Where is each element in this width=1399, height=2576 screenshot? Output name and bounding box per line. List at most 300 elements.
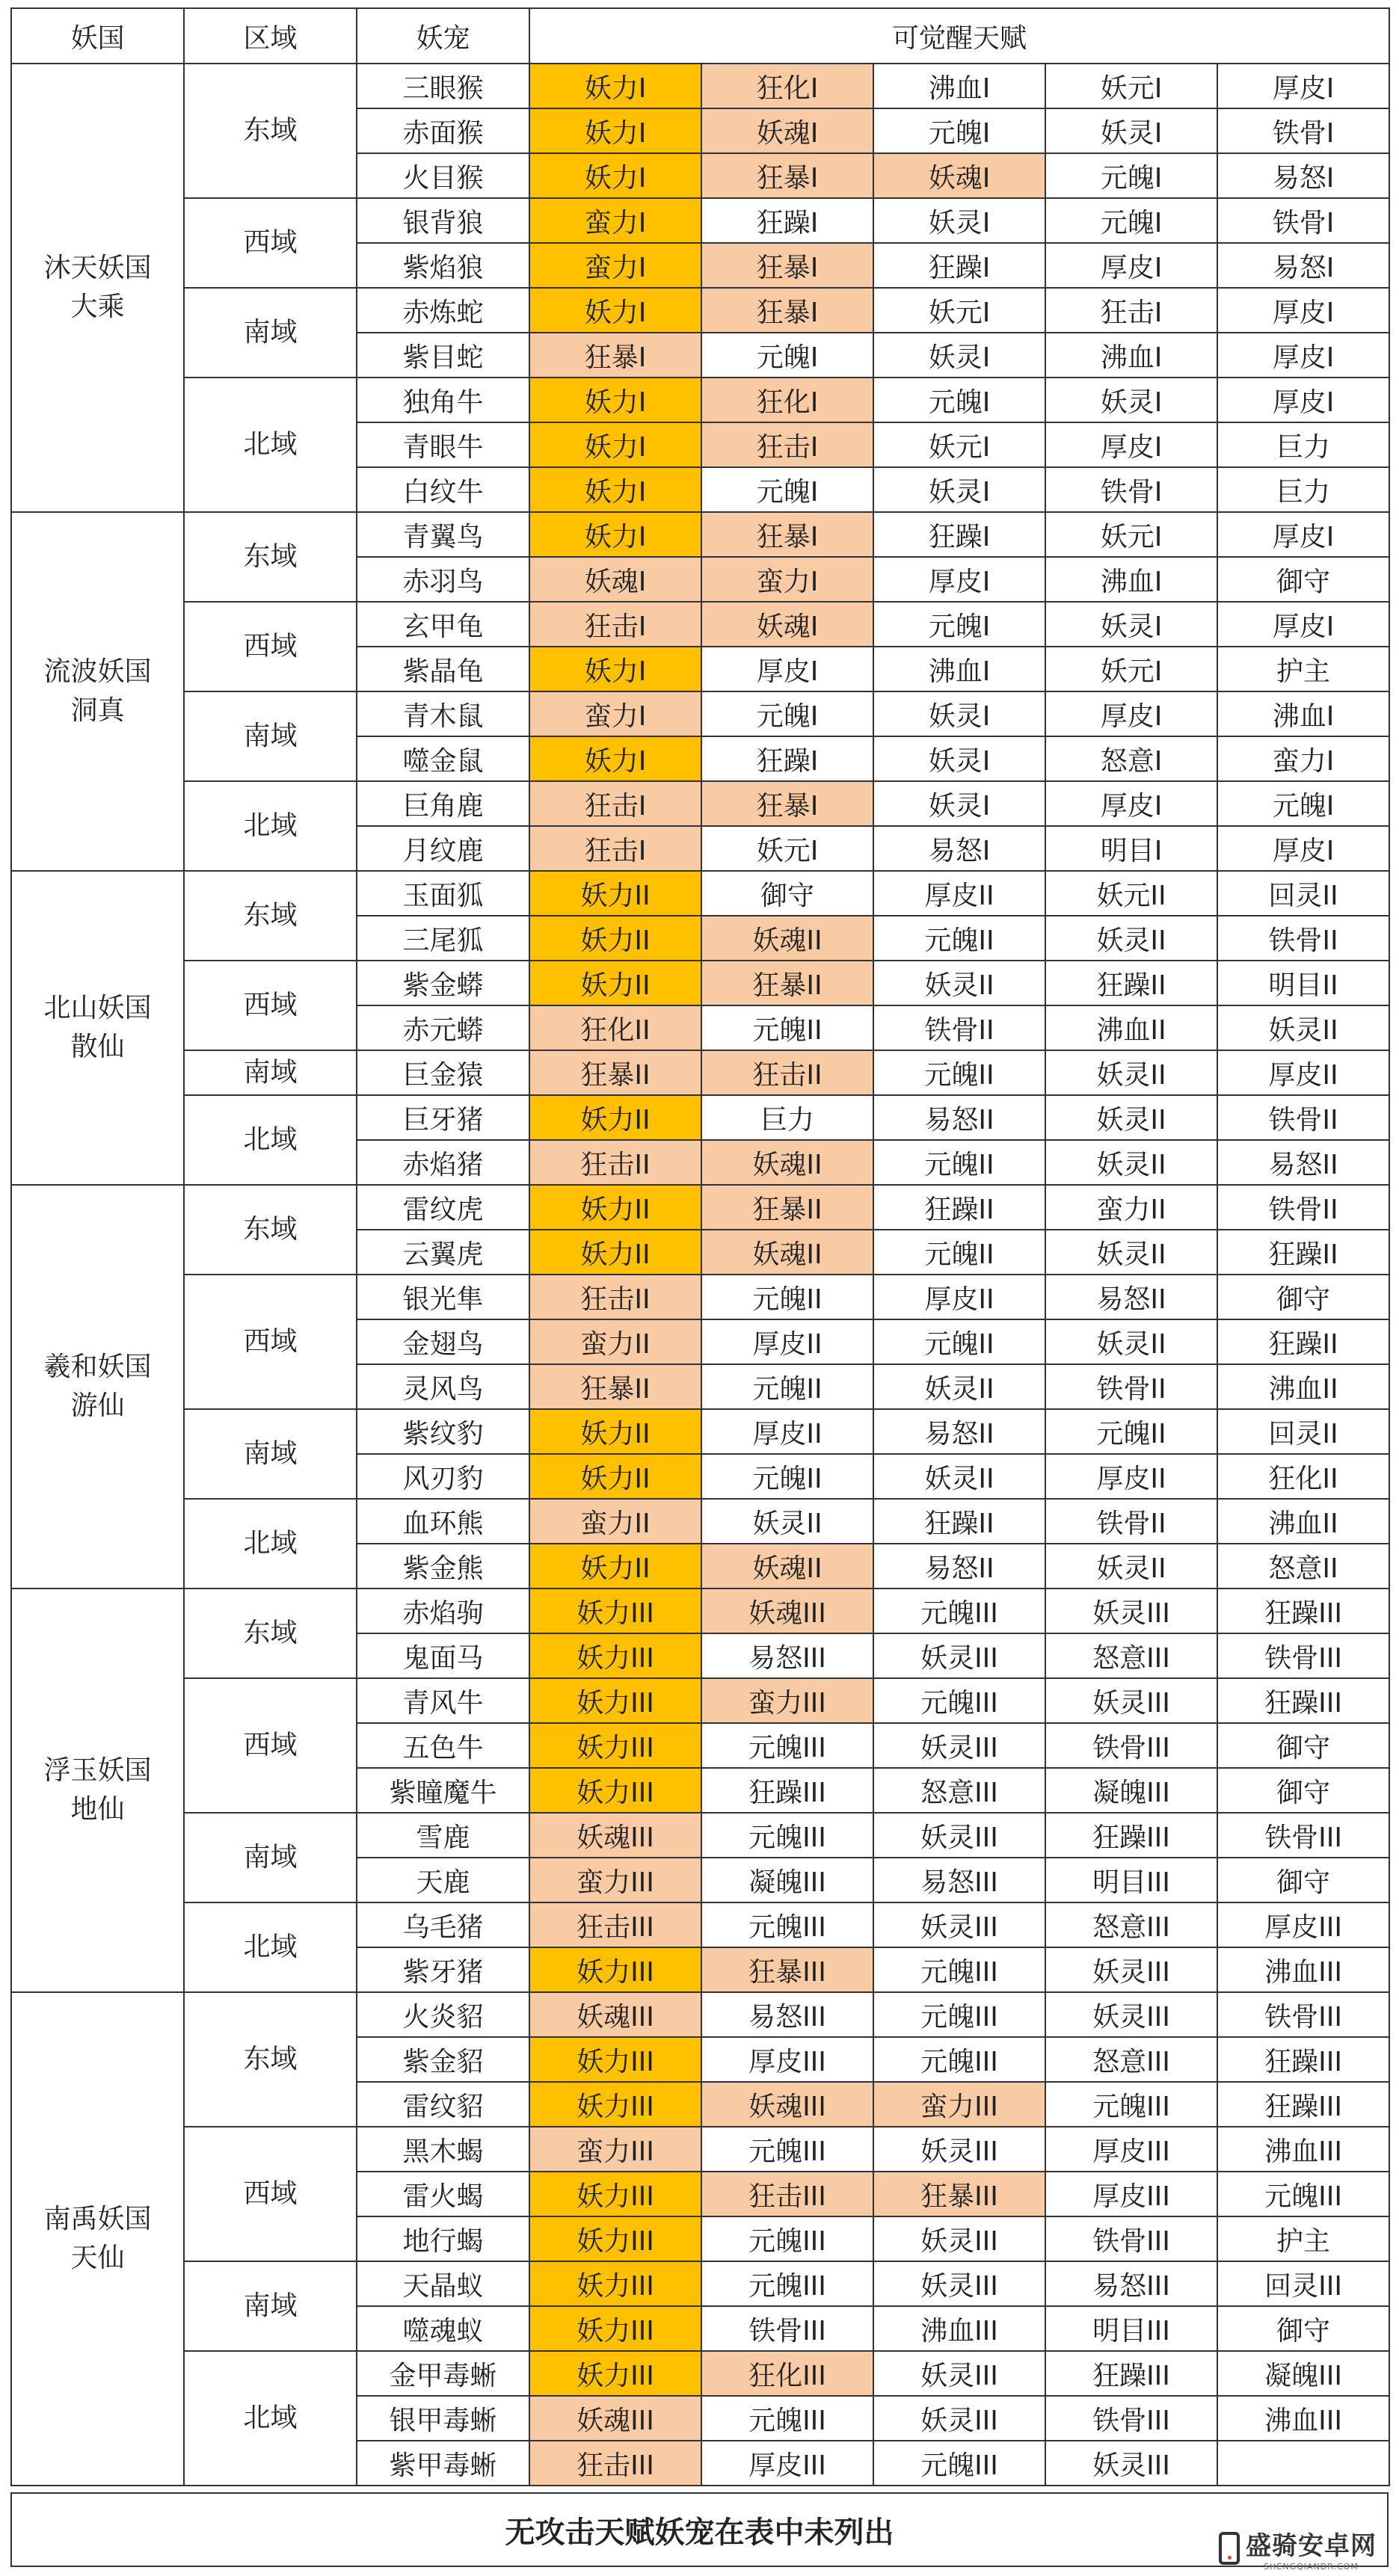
phone-icon	[1219, 2532, 1240, 2565]
pet-cell: 血环熊	[357, 1499, 529, 1544]
talent-cell: 妖力III	[529, 1768, 701, 1813]
talent-cell: 妖元I	[1045, 647, 1217, 691]
pet-cell: 紫金熊	[357, 1544, 529, 1589]
talent-cell: 妖力I	[529, 288, 701, 333]
talent-cell: 铁骨III	[1217, 1813, 1389, 1858]
talent-cell: 蛮力III	[873, 2082, 1045, 2127]
region-cell: 南域	[184, 2261, 357, 2351]
talent-cell: 元魄III	[701, 2127, 873, 2172]
talent-cell: 元魄III	[873, 1992, 1045, 2037]
talent-cell: 狂击I	[529, 602, 701, 647]
talent-cell: 狂躁III	[1217, 2082, 1389, 2127]
talent-cell: 沸血III	[873, 2306, 1045, 2351]
talent-cell: 妖魂I	[529, 557, 701, 602]
region-cell: 北域	[184, 1902, 357, 1992]
talent-cell: 铁骨I	[1217, 108, 1389, 153]
talent-cell: 妖灵II	[1045, 1140, 1217, 1185]
talent-cell: 怒意III	[1045, 2037, 1217, 2082]
talent-cell: 狂击I	[701, 422, 873, 467]
talent-cell: 厚皮II	[1217, 1050, 1389, 1095]
talent-cell: 凝魄III	[701, 1858, 873, 1902]
talent-cell: 厚皮II	[701, 1409, 873, 1454]
talent-cell: 妖力III	[529, 1633, 701, 1678]
talent-cell: 狂化II	[1217, 1454, 1389, 1499]
talent-cell: 狂暴III	[701, 1947, 873, 1992]
talent-cell: 元魄III	[701, 2261, 873, 2306]
pet-cell: 五色牛	[357, 1723, 529, 1768]
talent-cell: 妖灵I	[1045, 378, 1217, 422]
table-row	[11, 1902, 1389, 1947]
talent-cell: 狂击II	[529, 1275, 701, 1319]
talent-cell: 狂躁II	[1217, 1230, 1389, 1275]
talent-cell: 元魄III	[873, 1589, 1045, 1633]
talent-cell	[1217, 2441, 1389, 2486]
talent-cell: 厚皮I	[1217, 378, 1389, 422]
talent-cell: 妖力I	[529, 422, 701, 467]
pet-cell: 巨角鹿	[357, 781, 529, 826]
talent-cell: 元魄II	[873, 1319, 1045, 1364]
talent-cell: 元魄III	[873, 1678, 1045, 1723]
talent-cell: 沸血III	[1217, 1947, 1389, 1992]
talent-cell: 妖力III	[529, 2216, 701, 2261]
talent-cell: 妖魂III	[529, 1813, 701, 1858]
talent-cell: 狂暴I	[701, 288, 873, 333]
talent-cell: 沸血II	[1217, 1499, 1389, 1544]
talent-cell: 妖灵II	[1045, 1050, 1217, 1095]
region-cell: 西域	[184, 1275, 357, 1409]
pet-cell: 青风牛	[357, 1678, 529, 1723]
talent-cell: 蛮力I	[1217, 736, 1389, 781]
talent-cell: 回灵II	[1217, 1409, 1389, 1454]
table-row	[11, 288, 1389, 333]
pet-cell: 乌毛猪	[357, 1902, 529, 1947]
region-cell: 东域	[184, 512, 357, 602]
talent-cell: 妖元I	[701, 826, 873, 871]
table-row	[11, 1589, 1389, 1633]
talent-cell: 易怒II	[1045, 1275, 1217, 1319]
pet-cell: 银背狼	[357, 198, 529, 243]
region-cell: 北域	[184, 1499, 357, 1589]
table-row	[11, 1185, 1389, 1230]
region-cell: 东域	[184, 64, 357, 198]
pet-cell: 噬金鼠	[357, 736, 529, 781]
talent-cell: 厚皮I	[1217, 333, 1389, 378]
talent-cell: 元魄I	[873, 108, 1045, 153]
talent-cell: 狂暴III	[873, 2172, 1045, 2216]
talent-cell: 妖元I	[1045, 64, 1217, 108]
talent-cell: 妖魂II	[701, 1230, 873, 1275]
talent-cell: 妖灵III	[873, 2261, 1045, 2306]
region-cell: 西域	[184, 2127, 357, 2261]
pet-cell: 月纹鹿	[357, 826, 529, 871]
talent-cell: 妖力I	[529, 647, 701, 691]
talent-cell: 狂躁I	[701, 198, 873, 243]
talent-cell: 回灵III	[1217, 2261, 1389, 2306]
talent-cell: 妖魂II	[701, 916, 873, 961]
talent-cell: 妖力I	[529, 378, 701, 422]
talent-cell: 元魄II	[701, 1275, 873, 1319]
pet-cell: 赤元蟒	[357, 1005, 529, 1050]
table-row	[11, 378, 1389, 422]
talent-cell: 狂躁I	[701, 736, 873, 781]
header-nation: 妖国	[11, 8, 184, 64]
talent-cell: 御守	[1217, 557, 1389, 602]
region-cell: 北域	[184, 781, 357, 871]
talent-cell: 妖灵III	[873, 2216, 1045, 2261]
nation-cell: 沐天妖国 大乘	[11, 64, 184, 512]
pet-cell: 天晶蚁	[357, 2261, 529, 2306]
nation-cell: 南禹妖国 天仙	[11, 1992, 184, 2486]
talent-cell: 妖魂III	[701, 2082, 873, 2127]
talent-cell: 狂躁III	[1217, 2037, 1389, 2082]
region-cell: 西域	[184, 602, 357, 691]
table-row	[11, 1678, 1389, 1723]
talent-cell: 狂躁II	[1045, 961, 1217, 1005]
talent-cell: 妖灵I	[873, 736, 1045, 781]
talent-cell: 沸血III	[1217, 2396, 1389, 2441]
talent-cell: 狂躁I	[873, 243, 1045, 288]
pet-cell: 雷纹貂	[357, 2082, 529, 2127]
talent-cell: 妖力III	[529, 2261, 701, 2306]
talent-cell: 妖力I	[529, 153, 701, 198]
talent-cell: 明目II	[1217, 961, 1389, 1005]
pet-cell: 火炎貂	[357, 1992, 529, 2037]
talent-cell: 怒意III	[873, 1768, 1045, 1813]
talent-cell: 元魄II	[873, 1140, 1045, 1185]
talent-cell: 沸血II	[1217, 1364, 1389, 1409]
talent-cell: 妖灵I	[873, 467, 1045, 512]
talent-cell: 铁骨I	[1217, 198, 1389, 243]
region-cell: 西域	[184, 198, 357, 288]
talent-cell: 元魄III	[701, 1813, 873, 1858]
talent-cell: 蛮力I	[529, 243, 701, 288]
nation-cell: 羲和妖国 游仙	[11, 1185, 184, 1589]
talent-cell: 妖魂II	[701, 1140, 873, 1185]
talent-cell: 妖力I	[529, 512, 701, 557]
talent-cell: 元魄II	[701, 1364, 873, 1409]
talent-cell: 妖灵II	[701, 1499, 873, 1544]
talent-cell: 妖力I	[529, 64, 701, 108]
talent-cell: 妖魂I	[701, 602, 873, 647]
talent-cell: 妖力III	[529, 2037, 701, 2082]
talent-cell: 易怒I	[1217, 243, 1389, 288]
talent-cell: 护主	[1217, 647, 1389, 691]
talent-cell: 妖灵II	[1045, 1230, 1217, 1275]
talent-cell: 狂暴I	[701, 153, 873, 198]
talent-cell: 厚皮I	[1045, 243, 1217, 288]
talent-cell: 易怒III	[701, 1633, 873, 1678]
talent-cell: 厚皮I	[1217, 826, 1389, 871]
talent-cell: 妖灵I	[873, 781, 1045, 826]
table-body	[11, 64, 1389, 2486]
talent-cell: 妖灵II	[1045, 916, 1217, 961]
talent-cell: 蛮力I	[529, 691, 701, 736]
talent-cell: 狂击III	[529, 1902, 701, 1947]
talent-cell: 狂躁III	[1045, 2351, 1217, 2396]
pet-cell: 巨牙猪	[357, 1095, 529, 1140]
talent-cell: 御守	[1217, 2306, 1389, 2351]
talent-cell: 妖灵II	[1217, 1005, 1389, 1050]
pet-cell: 赤羽鸟	[357, 557, 529, 602]
talent-cell: 妖灵III	[873, 1902, 1045, 1947]
talent-cell: 易怒II	[1217, 1140, 1389, 1185]
talent-cell: 铁骨II	[1045, 1499, 1217, 1544]
talent-cell: 狂化II	[529, 1005, 701, 1050]
table-row	[11, 691, 1389, 736]
talent-cell: 元魄III	[873, 2037, 1045, 2082]
talent-cell: 铁骨III	[1045, 2396, 1217, 2441]
talent-cell: 妖魂III	[529, 2396, 701, 2441]
talent-cell: 凝魄III	[1045, 1768, 1217, 1813]
talent-cell: 狂躁II	[873, 1499, 1045, 1544]
talent-cell: 狂躁I	[873, 512, 1045, 557]
region-cell: 西域	[184, 1678, 357, 1813]
talent-cell: 妖元I	[873, 288, 1045, 333]
table-row	[11, 961, 1389, 1005]
talent-cell: 厚皮I	[1045, 781, 1217, 826]
talent-cell: 元魄II	[1045, 1409, 1217, 1454]
talent-cell: 元魄I	[873, 602, 1045, 647]
pet-cell: 天鹿	[357, 1858, 529, 1902]
talent-cell: 巨力	[701, 1095, 873, 1140]
region-cell: 南域	[184, 1409, 357, 1499]
talent-cell: 妖灵I	[873, 691, 1045, 736]
pet-cell: 紫牙猪	[357, 1947, 529, 1992]
talent-cell: 狂躁II	[1217, 1319, 1389, 1364]
pet-cell: 赤炼蛇	[357, 288, 529, 333]
talent-cell: 厚皮I	[873, 557, 1045, 602]
region-cell: 东域	[184, 1589, 357, 1678]
pet-cell: 青翼鸟	[357, 512, 529, 557]
talent-cell: 狂击I	[529, 826, 701, 871]
region-cell: 东域	[184, 1992, 357, 2127]
table-row	[11, 602, 1389, 647]
talent-cell: 妖力III	[529, 2172, 701, 2216]
talent-cell: 狂躁III	[701, 1768, 873, 1813]
talent-cell: 厚皮I	[1045, 422, 1217, 467]
pet-cell: 三眼猴	[357, 64, 529, 108]
pet-cell: 三尾狐	[357, 916, 529, 961]
talent-cell: 厚皮III	[1217, 1902, 1389, 1947]
pet-cell: 紫目蛇	[357, 333, 529, 378]
pet-cell: 玉面狐	[357, 871, 529, 916]
table-row	[11, 64, 1389, 108]
table-row	[11, 1499, 1389, 1544]
talent-cell: 御守	[701, 871, 873, 916]
talent-cell: 易怒II	[873, 1409, 1045, 1454]
talent-cell: 怒意I	[1045, 736, 1217, 781]
talent-cell: 元魄I	[873, 378, 1045, 422]
nation-cell: 流波妖国 洞真	[11, 512, 184, 871]
table-row	[11, 2127, 1389, 2172]
talent-cell: 易怒III	[1045, 2261, 1217, 2306]
talent-cell: 厚皮I	[1217, 64, 1389, 108]
talent-cell: 妖魂III	[529, 1992, 701, 2037]
talent-cell: 厚皮II	[873, 1275, 1045, 1319]
talent-cell: 妖灵II	[873, 1364, 1045, 1409]
talent-cell: 妖力III	[529, 2351, 701, 2396]
region-cell: 北域	[184, 1095, 357, 1185]
talent-cell: 妖力II	[529, 961, 701, 1005]
talent-cell: 厚皮III	[701, 2037, 873, 2082]
talent-cell: 狂击II	[701, 1050, 873, 1095]
footnote: 无攻击天赋妖宠在表中未列出	[10, 2492, 1389, 2567]
pet-cell: 黑木蝎	[357, 2127, 529, 2172]
talent-cell: 元魄I	[1045, 153, 1217, 198]
talent-cell: 厚皮I	[701, 647, 873, 691]
talent-cell: 元魄III	[701, 1723, 873, 1768]
talent-cell: 沸血I	[873, 64, 1045, 108]
region-cell: 东域	[184, 871, 357, 961]
pet-cell: 紫金蟒	[357, 961, 529, 1005]
table-row	[11, 198, 1389, 243]
talent-cell: 御守	[1217, 1723, 1389, 1768]
talent-cell: 元魄I	[701, 691, 873, 736]
pet-cell: 风刃豹	[357, 1454, 529, 1499]
pet-cell: 青木鼠	[357, 691, 529, 736]
talent-table	[10, 7, 1390, 2486]
talent-cell: 厚皮III	[1045, 2127, 1217, 2172]
talent-cell: 元魄II	[873, 1050, 1045, 1095]
talent-cell: 蛮力III	[529, 1858, 701, 1902]
talent-cell: 蛮力III	[529, 2127, 701, 2172]
watermark-textbox	[1246, 2525, 1377, 2572]
header-pet: 妖宠	[357, 8, 529, 64]
region-cell: 南域	[184, 1813, 357, 1902]
talent-cell: 妖力I	[529, 736, 701, 781]
talent-cell: 元魄II	[873, 1230, 1045, 1275]
talent-cell: 蛮力III	[701, 1678, 873, 1723]
talent-cell: 元魄I	[701, 333, 873, 378]
talent-cell: 元魄II	[701, 1454, 873, 1499]
talent-cell: 铁骨II	[1217, 1095, 1389, 1140]
table-row	[11, 871, 1389, 916]
talent-cell: 妖灵II	[873, 1454, 1045, 1499]
talent-cell: 沸血I	[1045, 333, 1217, 378]
table-row	[11, 781, 1389, 826]
talent-cell: 铁骨III	[1217, 1633, 1389, 1678]
talent-cell: 狂躁II	[873, 1185, 1045, 1230]
talent-cell: 妖灵III	[873, 2351, 1045, 2396]
pet-cell: 银甲毒蜥	[357, 2396, 529, 2441]
talent-cell: 妖力II	[529, 1454, 701, 1499]
region-cell: 南域	[184, 288, 357, 378]
talent-cell: 狂暴I	[701, 243, 873, 288]
talent-cell: 狂躁III	[1217, 1589, 1389, 1633]
pet-cell: 云翼虎	[357, 1230, 529, 1275]
talent-cell: 妖灵II	[873, 961, 1045, 1005]
talent-cell: 铁骨II	[1045, 1364, 1217, 1409]
talent-cell: 妖灵III	[873, 1813, 1045, 1858]
talent-cell: 沸血II	[1045, 1005, 1217, 1050]
talent-cell: 妖灵II	[1045, 1095, 1217, 1140]
talent-cell: 元魄III	[701, 2396, 873, 2441]
talent-cell: 元魄III	[873, 2441, 1045, 2486]
talent-cell: 狂暴II	[701, 961, 873, 1005]
talent-cell: 易怒III	[701, 1992, 873, 2037]
talent-cell: 护主	[1217, 2216, 1389, 2261]
talent-cell: 妖力III	[529, 1723, 701, 1768]
talent-cell: 蛮力I	[529, 198, 701, 243]
talent-cell: 元魄III	[873, 1947, 1045, 1992]
talent-cell: 狂暴II	[701, 1185, 873, 1230]
talent-cell: 妖力I	[529, 467, 701, 512]
talent-cell: 蛮力II	[529, 1319, 701, 1364]
talent-cell: 妖力II	[529, 1409, 701, 1454]
talent-cell: 妖元I	[873, 422, 1045, 467]
table-row	[11, 1813, 1389, 1858]
talent-cell: 狂击II	[529, 1140, 701, 1185]
talent-cell: 沸血I	[1045, 557, 1217, 602]
pet-cell: 雪鹿	[357, 1813, 529, 1858]
talent-cell: 厚皮I	[1217, 602, 1389, 647]
talent-cell: 元魄II	[701, 1005, 873, 1050]
talent-cell: 元魄I	[701, 467, 873, 512]
watermark-text: 盛骑安卓网	[1246, 2531, 1377, 2561]
talent-cell: 妖魂II	[701, 1544, 873, 1589]
talent-cell: 厚皮II	[873, 871, 1045, 916]
talent-cell: 妖灵I	[1045, 108, 1217, 153]
table-row	[11, 1275, 1389, 1319]
table-row	[11, 1050, 1389, 1095]
talent-cell: 狂击I	[1045, 288, 1217, 333]
talent-cell: 妖力II	[529, 916, 701, 961]
pet-cell: 紫甲毒蜥	[357, 2441, 529, 2486]
talent-cell: 元魄III	[1217, 2172, 1389, 2216]
talent-cell: 妖灵I	[873, 333, 1045, 378]
talent-cell: 元魄I	[1217, 781, 1389, 826]
talent-cell: 厚皮II	[1045, 1454, 1217, 1499]
talent-cell: 铁骨I	[1045, 467, 1217, 512]
talent-cell: 厚皮II	[701, 1319, 873, 1364]
talent-cell: 元魄III	[701, 1902, 873, 1947]
nation-cell: 浮玉妖国 地仙	[11, 1589, 184, 1992]
pet-cell: 火目猴	[357, 153, 529, 198]
region-cell: 西域	[184, 961, 357, 1050]
talent-cell: 巨力	[1217, 422, 1389, 467]
talent-cell: 狂暴II	[529, 1364, 701, 1409]
talent-cell: 妖力III	[529, 2306, 701, 2351]
talent-cell: 妖力I	[529, 108, 701, 153]
region-cell: 南域	[184, 1050, 357, 1095]
talent-cell: 妖力III	[529, 1947, 701, 1992]
table-row	[11, 1409, 1389, 1454]
talent-cell: 元魄II	[873, 916, 1045, 961]
talent-cell: 妖灵III	[1045, 1992, 1217, 2037]
header-talents: 可觉醒天赋	[529, 8, 1389, 64]
talent-cell: 厚皮I	[1045, 691, 1217, 736]
talent-cell: 怒意II	[1217, 1544, 1389, 1589]
nation-cell: 北山妖国 散仙	[11, 871, 184, 1185]
talent-cell: 妖灵III	[1045, 1678, 1217, 1723]
talent-cell: 明目I	[1045, 826, 1217, 871]
pet-cell: 紫晶龟	[357, 647, 529, 691]
talent-cell: 厚皮III	[1045, 2172, 1217, 2216]
talent-cell: 妖元II	[1045, 871, 1217, 916]
talent-cell: 妖灵I	[1045, 602, 1217, 647]
talent-cell: 御守	[1217, 1858, 1389, 1902]
talent-cell: 蛮力I	[701, 557, 873, 602]
pet-cell: 赤焰猪	[357, 1140, 529, 1185]
pet-cell: 紫纹豹	[357, 1409, 529, 1454]
region-cell: 南域	[184, 691, 357, 781]
talent-cell: 御守	[1217, 1275, 1389, 1319]
talent-cell: 易怒II	[873, 1095, 1045, 1140]
talent-cell: 妖灵III	[873, 1633, 1045, 1678]
talent-cell: 妖魂I	[873, 153, 1045, 198]
pet-cell: 紫金貂	[357, 2037, 529, 2082]
talent-cell: 狂击III	[701, 2172, 873, 2216]
